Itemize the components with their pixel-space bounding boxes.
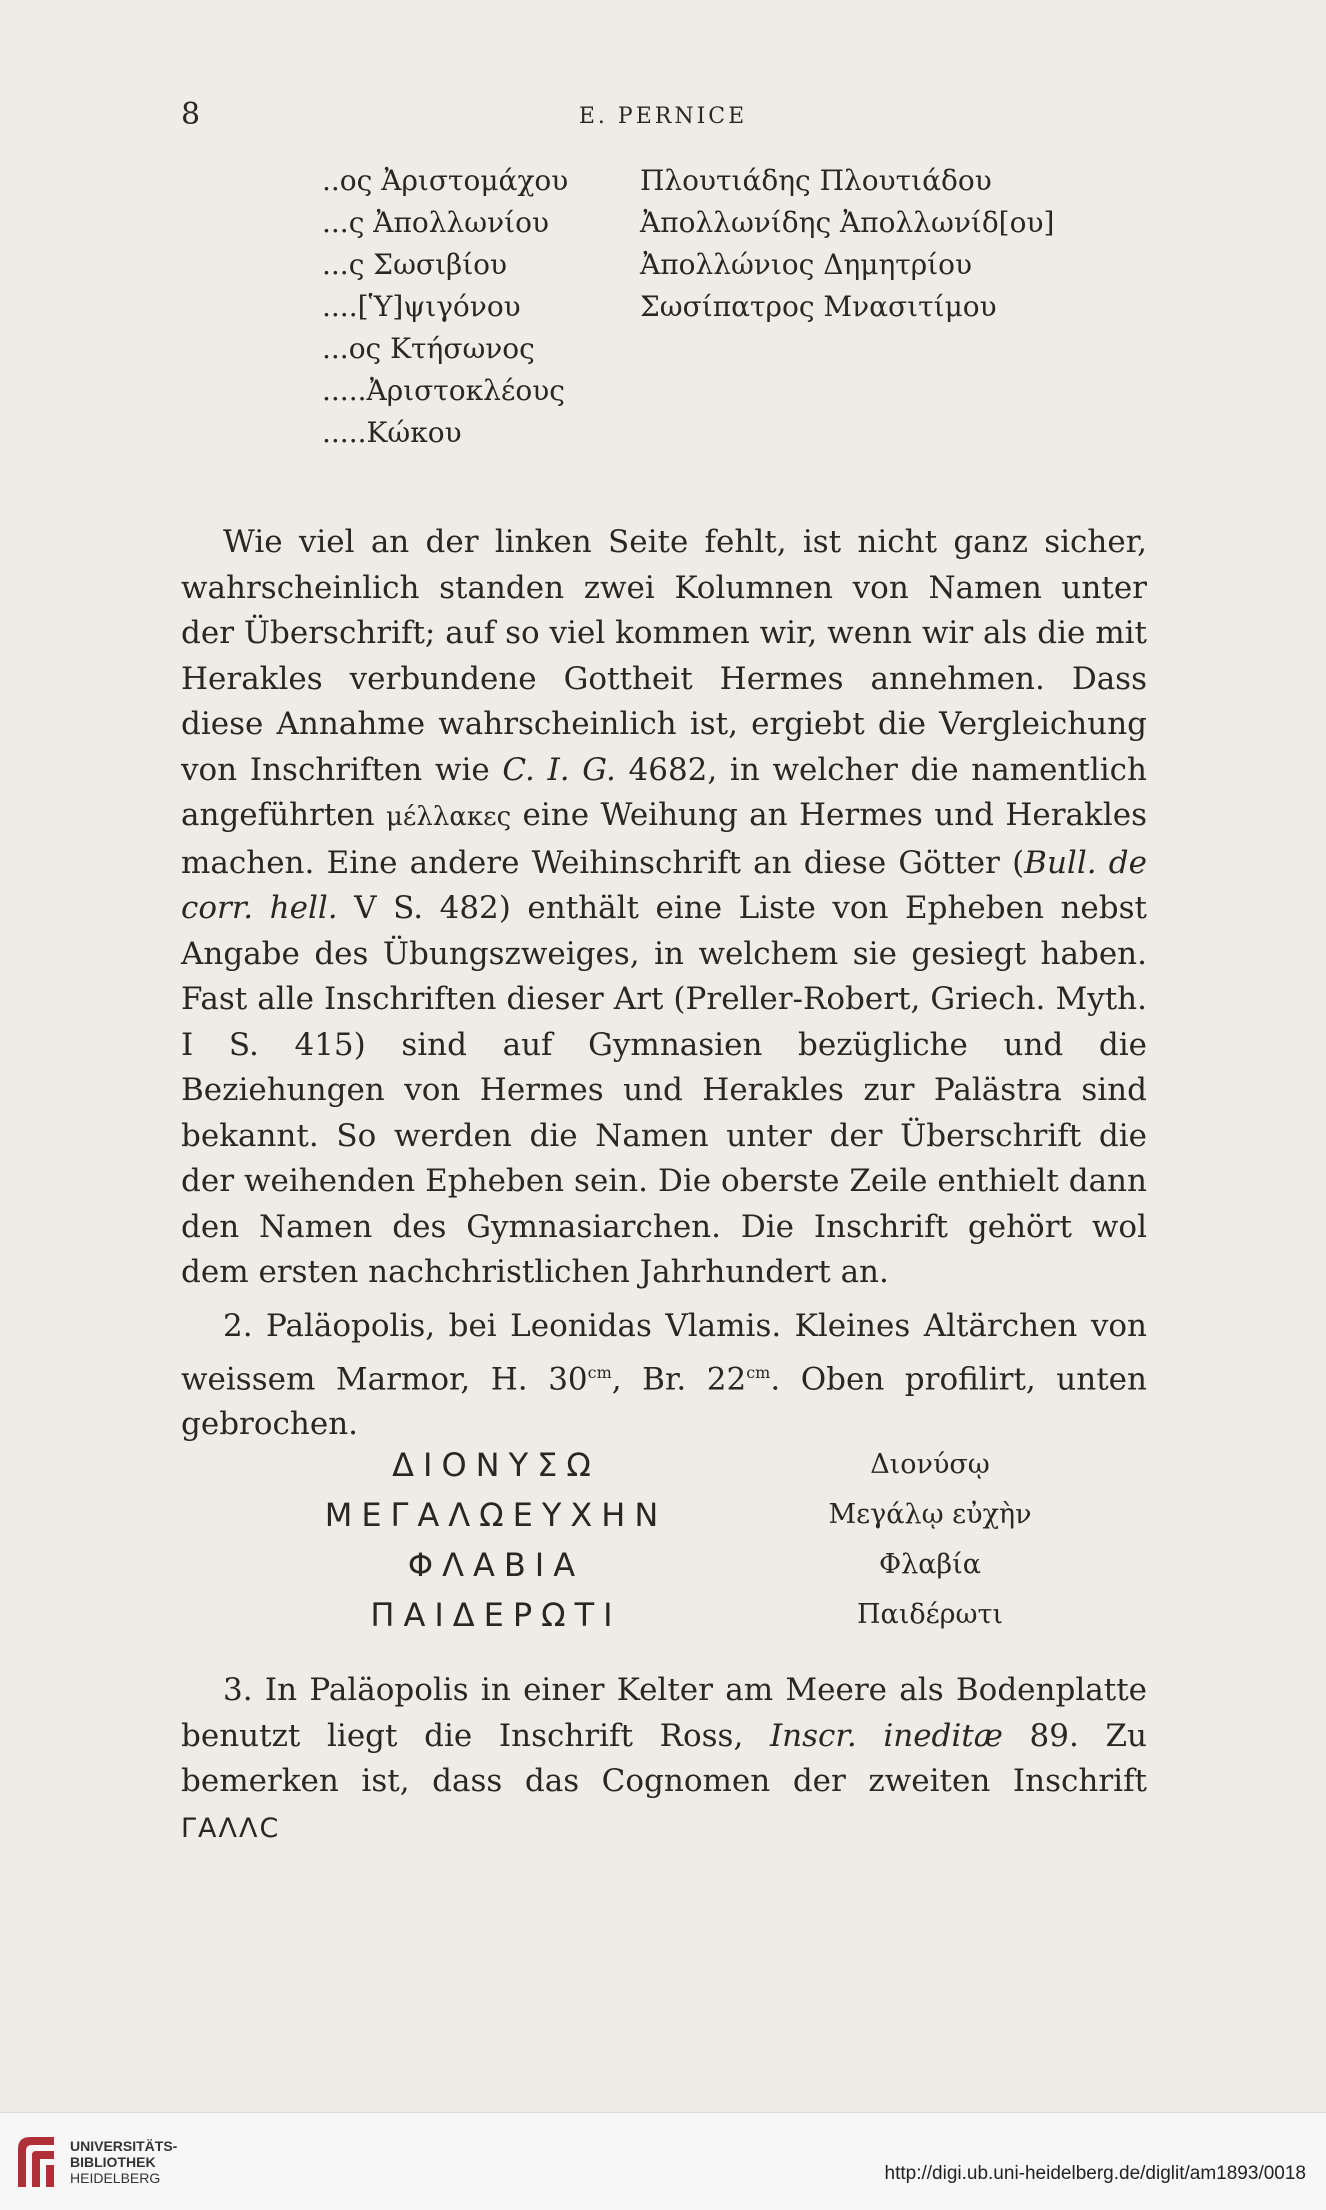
text-run: eine Weihung an Hermes und Herakles machen. Eine andere Weihinschrift an diese Götter ( — [181, 797, 1147, 881]
inscription-capitals-inline: ΓΑΛΛC — [181, 1812, 281, 1844]
running-head: E. PERNICE — [578, 104, 748, 129]
inscription-left-column — [322, 160, 568, 454]
university-library-logo-icon[interactable] — [14, 2131, 60, 2191]
permalink-url[interactable]: http://digi.ub.uni-heidelberg.de/diglit/am1893/0018 — [884, 2163, 1306, 2184]
transcription-line: Παιδέρωτι — [856, 1599, 1004, 1630]
inscription-transcription — [800, 1440, 1060, 1640]
page-number: 8 — [181, 97, 201, 132]
inscription-line: ....[Ὑ]ψιγόνου — [322, 290, 521, 323]
transcription-line: Διονύσῳ — [870, 1449, 990, 1480]
text-run: 2. Paläopolis, bei Leonidas Vlamis. Kleines Altärchen von weissem Marmor, H. 30 — [181, 1308, 1147, 1397]
inscription-line: ...ς Ἀπολλωνίου — [322, 206, 549, 239]
greek-word: μέλλακες — [386, 802, 512, 832]
inscription-line: ..ος Ἀριστομάχου — [322, 164, 569, 197]
citation: Inscr. ineditæ — [769, 1717, 1003, 1754]
capital-line: ΦΛΑΒΙΑ — [407, 1546, 585, 1584]
inscription-line: .....Κώκου — [322, 416, 462, 449]
capital-line: ΔΙΟΝΥΣΩ — [392, 1446, 600, 1484]
text-run: V S. 482) enthält eine Liste von Epheben nebst Angabe des Übungszweiges, in welchem sie gesiegt haben. Fast alle Inschriften dieser Art (Preller-Robert, Griech. Myth. I S. 415) sind auf Gymnasien bezügliche und die Beziehungen von Hermes und Herakles zur Palästra sind bekannt. So werden die Namen unter der Überschrift die der weihenden Epheben sein. Die oberste Zeile enthielt dann den Namen des Gymnasiarchen. Die Inschrift gehört wol dem ersten nachchristlichen Jahrhundert an. — [181, 890, 1147, 1290]
library-name-line: UNIVERSITÄTS- — [70, 2138, 178, 2154]
inscription-line: Ἀπολλώνιος Δημητρίου — [640, 248, 973, 281]
library-name-line: BIBLIOTHEK — [70, 2154, 156, 2170]
inscription-line: Ἀπολλωνίδης Ἀπολλωνίδ[ου] — [640, 206, 1055, 239]
unit: cm — [587, 1362, 612, 1382]
inscription-line: ...ς Σωσιβίου — [322, 248, 508, 281]
inscription-line: ...ος Κτήσωνος — [322, 332, 535, 365]
citation: Bull. de corr. hell. — [181, 844, 1147, 926]
unit: cm — [746, 1362, 771, 1382]
transcription-line: Φλαβία — [879, 1549, 981, 1580]
text-run: , Br. 22 — [611, 1360, 747, 1397]
capital-line: ΠΑΙΔΕΡΩΤΙ — [370, 1596, 622, 1634]
paragraph-entry-3 — [181, 1668, 1147, 1851]
inscription-capitals — [246, 1440, 746, 1640]
inscription-line: Πλουτιάδης Πλουτιάδου — [640, 164, 992, 197]
library-name-line: HEIDELBERG — [70, 2170, 161, 2186]
text-run: . Oben profilirt, unten gebrochen. — [181, 1360, 1147, 1443]
viewer-footer — [0, 2112, 1326, 2210]
transcription-line: Μεγάλῳ εὐχὴν — [828, 1499, 1032, 1530]
paragraph-commentary — [181, 520, 1147, 1296]
text-run: 4682, in welcher die namentlich angeführten — [181, 751, 1147, 833]
text-run: Wie viel an der linken Seite fehlt, ist nicht ganz sicher, wahrscheinlich standen zwei Kolumnen von Namen unter der Überschrift; auf so viel kommen wir, wenn wir als die mit Herakles verbundene Gottheit Hermes annehmen. Dass diese Annahme wahrscheinlich ist, ergiebt die Vergleichung von Inschriften wie — [181, 524, 1147, 788]
library-name — [70, 2138, 177, 2186]
inscription-line: Σωσίπατρος Μνασιτίμου — [640, 290, 997, 323]
text-run: 89. Zu bemerken ist, dass das Cognomen der zweiten Inschrift — [181, 1717, 1147, 1799]
text-run: 3. In Paläopolis in einer Kelter am Meere als Bodenplatte benutzt liegt die Inschrift Ross, — [181, 1672, 1147, 1754]
citation: C. I. G. — [502, 751, 616, 788]
inscription-line: .....Ἀριστοκλέους — [322, 374, 565, 407]
inscription-right-column — [640, 160, 1054, 328]
capital-line: ΜΕΓΑΛΩΕΥΧΗΝ — [324, 1496, 668, 1534]
paragraph-entry-2 — [181, 1304, 1147, 1448]
